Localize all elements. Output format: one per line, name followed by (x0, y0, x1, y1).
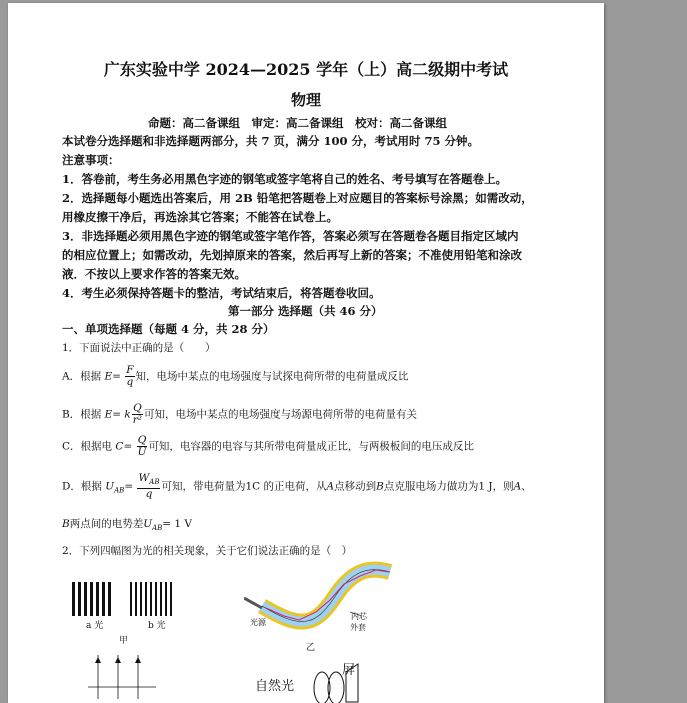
notes-heading: 注意事项： (62, 153, 120, 167)
option-d-den: q (145, 488, 153, 501)
option-d-point-b: B (376, 480, 384, 493)
option-d-mid: 点移动到 (334, 480, 377, 493)
option-d-continued (62, 516, 192, 532)
option-d-numsub: AB (149, 478, 160, 487)
note-3a: 3．非选择题必须用黑色字迹的钢笔或签字笔作答，答案必须写在答题卷各题目指定区域内 (62, 229, 519, 243)
option-b: B．根据 E= k $\frac{Q}{\text{r²}}$ 可知，电场中某点的电场强度与场源电荷所带的电荷量有关 (62, 402, 417, 426)
exam-page (8, 3, 604, 703)
option-d2-sub: AB (152, 524, 163, 533)
question-2-stem: 2．下列四幅图为光的相关现象，关于它们说法正确的是（ ） (62, 545, 353, 557)
option-a-den: q (126, 376, 134, 388)
section-heading: 一、单项选择题（每题 4 分，共 28 分） (62, 322, 275, 336)
staff-line: 命题：高二备课组 审定：高二备课组 校对：高二备课组 (148, 116, 447, 130)
option-b-num: Q (133, 402, 142, 414)
option-c-prefix: C．根据电 (62, 440, 113, 453)
note-4: 4．考生必须保持答题卡的整洁，考试结束后，将答题卷收回。 (62, 286, 381, 300)
label-jia: 甲 (119, 636, 129, 646)
option-c-text: 可知，电容器的电容与其所带电荷量成正比，与两极板间的电压成反比 (148, 440, 474, 453)
note-1: 1．答卷前，考生务必用黑色字迹的钢笔或签字笔将自己的姓名、考号填写在答题卷上。 (62, 172, 507, 186)
option-d2-point-b: B (62, 518, 70, 530)
option-d-end: 点克服电场力做功为1 J，则 (383, 480, 514, 493)
option-c-var: C (115, 440, 124, 453)
option-d-sub: AB (114, 486, 125, 495)
option-d-sep: 、 (521, 480, 532, 493)
figure-rays (88, 651, 158, 701)
label-a-light: a 光 (86, 621, 104, 631)
option-c-fraction (137, 435, 148, 458)
label-cladding: 外套 (350, 623, 366, 632)
figure-polarizer (306, 658, 366, 703)
note-3c: 液．不按以上要求作答的答案无效。 (62, 267, 246, 281)
option-b-den: r² (132, 414, 142, 426)
figure-yi-fiber (244, 558, 394, 643)
note-2a: 2．选择题每小题选出答案后，用 2B 铅笔把答题卷上对应题目的答案标号涂黑；如需改动， (62, 191, 533, 205)
option-d2-var: U (143, 518, 153, 530)
option-c: C．根据电 C= $\frac{Q}{U}$ 可知，电容器的电容与其所带电荷量成正比，与两极板间的电压成反比 (62, 434, 474, 458)
option-a: A．根据 E= $\frac{F}{q}$ 知，电场中某点的电场强度与试探电荷所带的电荷量成反比 (62, 364, 409, 388)
option-d-point-a2: A (513, 480, 522, 493)
option-a-num: F (126, 364, 134, 376)
option-b-prefix: B．根据 (62, 408, 102, 421)
option-d-num: W (138, 472, 150, 484)
intro-line: 本试卷分选择题和非选择题两部分，共 7 页，满分 100 分，考试用时 75 分钟。 (62, 134, 480, 148)
note-3b: 的相应位置上；如需改动，先划掉原来的答案，然后再写上新的答案；不准使用铅笔和涂改 (62, 248, 522, 262)
option-c-den: U (137, 446, 147, 458)
option-d-point-a: A (326, 480, 335, 493)
option-b-var: E (104, 408, 113, 421)
option-a-var: E (104, 370, 113, 383)
option-d2-text: 两点间的电势差 (69, 518, 144, 530)
label-natural-light: 自然光 (255, 679, 295, 694)
option-c-num: Q (137, 434, 147, 446)
label-yi: 乙 (306, 643, 316, 653)
option-a-text: 知，电场中某点的电场强度与试探电荷所带的电荷量成反比 (135, 370, 409, 383)
option-a-prefix: A．根据 (62, 370, 102, 383)
option-d-prefix: D．根据 (62, 480, 102, 493)
option-b-text: 可知，电场中某点的电场强度与场源电荷所带的电荷量有关 (143, 408, 417, 421)
label-core: 内芯 (351, 612, 367, 621)
option-d2-value: = 1 V (162, 518, 193, 530)
option-b-k: k (124, 408, 131, 421)
option-b-fraction (132, 403, 143, 426)
label-b-light: b 光 (148, 621, 166, 631)
label-screen: 屏 (342, 663, 356, 678)
note-2b: 用橡皮擦干净后，再选涂其它答案；不能答在试卷上。 (62, 210, 338, 224)
question-1-stem: 1．下面说法中正确的是（ ） (62, 342, 216, 354)
option-d-text: 可知，带电荷量为1C 的正电荷，从 (161, 480, 327, 493)
option-d: D．根据 $U_{AB}=$ $\frac{W_{AB}}{q}$ 可知，带电荷量为1C 的正电荷，从A点移动到B点克服电场力做功为1 J，则A、 (62, 472, 532, 501)
option-a-fraction (125, 365, 134, 388)
page-title: 广东实验中学 2024—2025 学年（上）高二级期中考试 (103, 60, 509, 79)
part-heading: 第一部分 选择题（共 46 分） (228, 304, 383, 318)
option-d-fraction (137, 473, 160, 500)
subject-title: 物理 (290, 91, 321, 109)
label-source: 光源 (250, 618, 266, 627)
option-d-var: U (105, 480, 115, 493)
